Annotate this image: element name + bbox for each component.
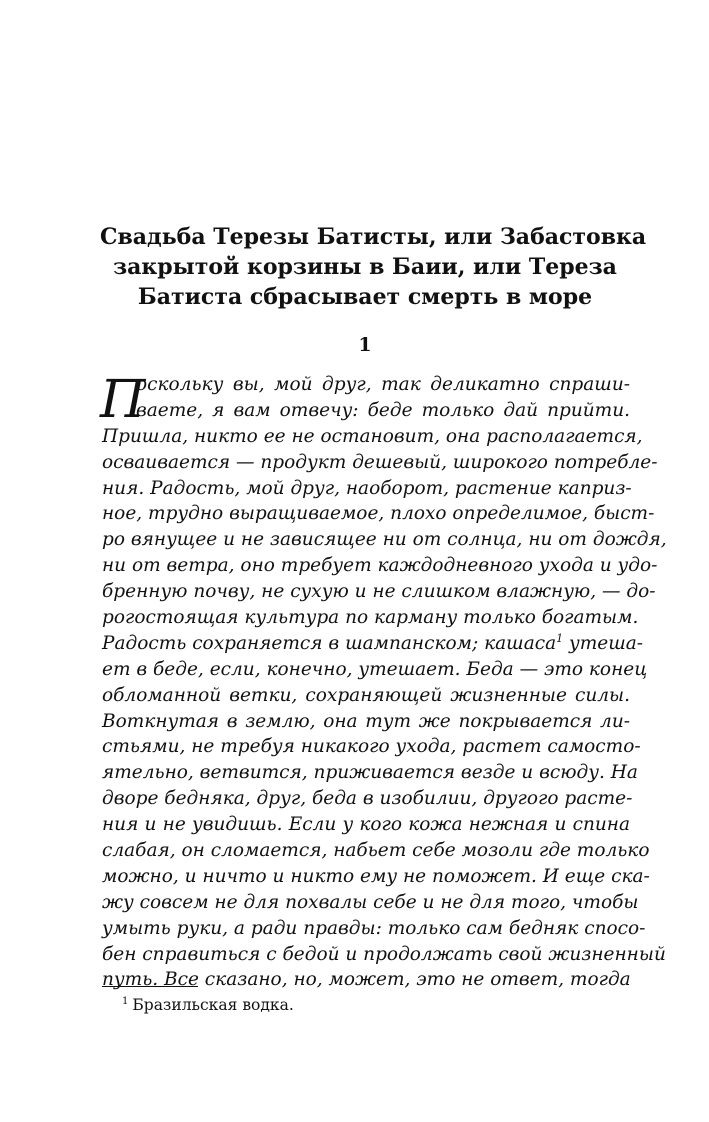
text-line: жу совсем не для похвалы себе и не для того, чтобы [102, 891, 639, 913]
text-line: ное, трудно выращиваемое, плохо определимое, быст- [102, 503, 655, 525]
text-line: ваете, я вам отвечу: беде только дай прийти. [136, 399, 630, 421]
footnote-divider [102, 986, 198, 987]
text-line: умыть руки, а ради правды: только сам бедняк спосо- [102, 917, 646, 939]
text-line: можно, и ничто и никто ему не поможет. И еще ска- [102, 865, 650, 887]
body-paragraph [100, 370, 667, 993]
footnote-text: Бразильская водка. [132, 996, 294, 1014]
drop-cap: П [100, 370, 146, 430]
text-line: осваивается — продукт дешевый, широкого потребле- [102, 451, 658, 473]
chapter-number: 1 [358, 334, 372, 356]
text-line: ния. Радость, мой друг, наоборот, растение каприз- [102, 477, 632, 499]
footnote-marker: 1 [122, 995, 129, 1007]
text-line: Воткнутая в землю, она тут же покрывается ли- [102, 710, 630, 732]
text-line: бен справиться с бедой и продолжать свой жизненный [102, 943, 666, 965]
text-line: ятельно, ветвится, приживается везде и всюду. На [102, 762, 638, 784]
text-line: путь. Все сказано, но, может, это не ответ, тогда [102, 969, 631, 991]
text-line: ния и не увидишь. Если у кого кожа нежная и спина [102, 814, 630, 836]
footnote-ref: 1 [556, 631, 564, 645]
text-line: дворе бедняка, друг, беда в изобилии, другого расте- [102, 788, 633, 810]
text-line: ро вянущее и не зависящее ни от солнца, ни от дождя, [102, 529, 667, 551]
text-line-with-footnote [102, 631, 644, 657]
text-line: рогостоящая культура по карману только богатым. [102, 607, 639, 629]
text-line: слабая, он сломается, набьет себе мозоли где только [102, 840, 650, 862]
text-line: оскольку вы, мой друг, так деликатно спраши- [136, 374, 630, 395]
text-line: ни от ветра, оно требует каждодневного ухода и удо- [102, 555, 658, 577]
footnote [122, 994, 294, 1016]
text-line: бренную почву, не сухую и не слишком влажную, — до- [102, 581, 656, 603]
text-line: ет в беде, если, конечно, утешает. Беда — это конец [102, 658, 648, 680]
text-line: обломанной ветки, сохраняющей жизненные силы. [102, 684, 630, 706]
text-line: Пришла, никто ее не остановит, она располагается, [102, 425, 643, 447]
text-line: стьями, не требуя никакого ухода, растет самосто- [102, 736, 641, 758]
chapter-title-line: Батиста сбрасывает смерть в море [137, 284, 593, 310]
chapter-title [100, 222, 647, 312]
chapter-title-line: Свадьба Терезы Батисты, или Забастовка [100, 224, 647, 250]
chapter-title-line: закрытой корзины в Баии, или Тереза [113, 254, 617, 280]
text-fragment: утеша- [569, 632, 644, 654]
text-fragment: Радость сохраняется в шампанском; кашаса [102, 632, 557, 654]
